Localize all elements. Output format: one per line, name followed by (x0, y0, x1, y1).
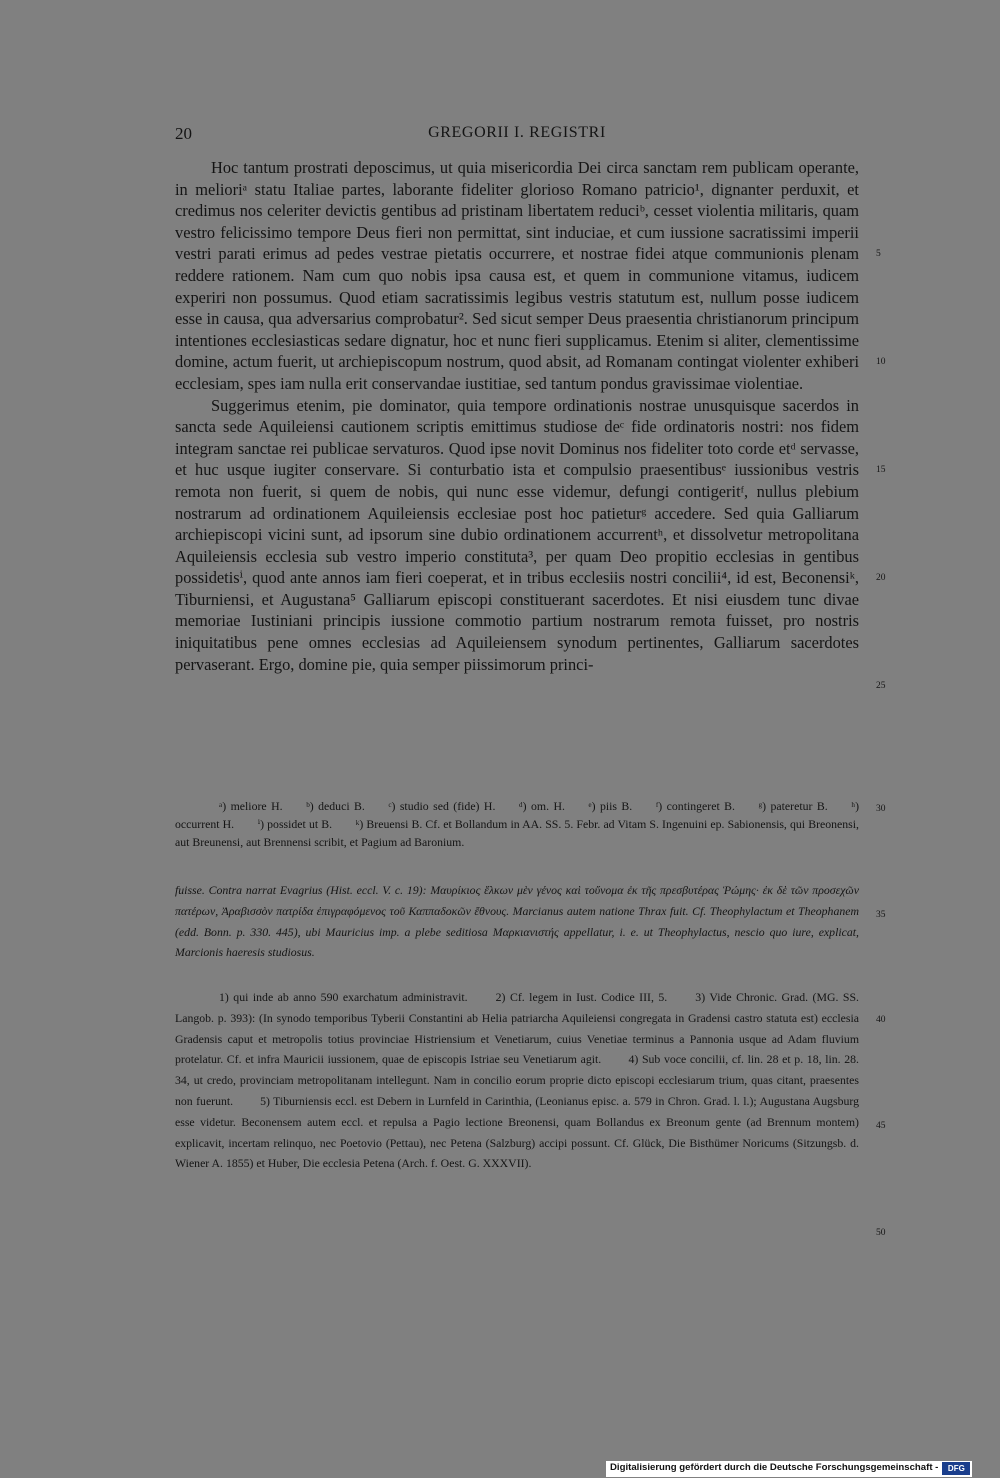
page-number: 20 (175, 124, 192, 143)
line-number-45: 45 (876, 1121, 886, 1131)
dfg-logo: DFG (942, 1462, 970, 1475)
line-number-15: 15 (876, 465, 886, 475)
line-number-20: 20 (876, 573, 886, 583)
commentary-text: fuisse. Contra narrat Evagrius (Hist. eccl. V. c. 19): Μαυρίκιος ἕλκων μὲν γένος καὶ τοὔνομα ἐκ τῆς πρεσβυτέρας Ῥώμης· ἐκ δὲ τῶν προσεχῶν πατέρων, Ἀραβισσὸν πατρίδα ἐπιγραφόμενος τοῦ Καππαδοκῶν ἔθνους. Marcianus autem natione Thrax fuit. Cf. Theophylactum et Theophanem (edd. Bonn. p. 330. 445), ubi Mauricius imp. a plebe seditiosa Μαρκιανιστής appellatur, i. e. ut Theophylactus, nescio quo iure, explicat, Marcionis haeresis studiosus. (175, 883, 859, 960)
main-paragraph-1: Hoc tantum prostrati deposcimus, ut quia misericordia Dei circa sanctam rem publicam operante, in melioriᵃ statu Italiae partes, laborante fideliter glorioso Romano patricio¹, dignanter perduxit, et credimus nos celeriter devictis gentibus ad pristinam libertatem reduciᵇ, cesset violentia militaris, quam vestro felicissimo tempore Deus fieri non permittat, sint induciae, et cum iussione sacratissimi imperii vestri parati erimus ad pedes vestrae pietatis occurrere, et nostrae fidei atque communionis plenam reddere rationem. Nam cum quo nobis ipsa causa est, et quem in communione vitamus, iudicem experiri non possumus. Quod etiam sacratissimis legibus vestris statutum est, nullum posse iudicem esse in causa, qua adversarius comprobatur². Sed sicut semper Deus praesentia christianorum principum intentiones ecclesiasticas sedare dignatur, hoc et nunc fieri supplicamus. Etenim si aliter, clementissime domine, actum fuerit, ut archiepiscopum nostrum, quod absit, ad Romanam contingat violenter exhiberi ecclesiam, spes iam nulla erit conservandae iustitiae, sed tantum pondus gravissimae violentiae. (175, 158, 859, 393)
commentary-continuation (175, 880, 859, 963)
running-title: GREGORII I. REGISTRI (428, 124, 606, 141)
line-number-5: 5 (876, 249, 881, 259)
main-text (175, 157, 859, 675)
credit-text: Digitalisierung gefördert durch die Deutsche Forschungsgemeinschaft - (610, 1462, 939, 1473)
notes-text: 1) qui inde ab anno 590 exarchatum administravit. 2) Cf. legem in Iust. Codice III, 5. 3) Vide Chronic. Grad. (MG. SS. Langob. p. 393): (In synodo temporibus Tyberii Constantini ab Helia patriarcha Aquileiensi congregata in Gradensi castro statuta est) ecclesia Gradensis caput et metropolis totius provinciae Histriensium et Venetiarum, cuius Venetiae terminus a Pannonia usque ad Adam fluvium protelatur. Cf. et infra Mauricii iussionem, quae de episcopis Istriae seu Venetiarum agit. 4) Sub voce concilii, cf. lin. 28 et p. 18, lin. 28. 34, ut credo, provinciam metropolitanam intellegunt. Nam in concilio eorum proprie dicto episcopi ecclesiarum trium, quas citant, praesentes non fuerunt. 5) Tiburniensis eccl. est Debern in Lurnfeld in Carinthia, (Leonianus episc. a. 579 in Chron. Grad. l. l.); Augustana Augsburg esse videtur. Beconensem autem eccl. et repulsa a Pagio lectione Breonensi, quam Bollandus ex Breonum gente (ad Brennum montem) explicavit, incertam relinquo, nec Poetovio (Pettau), nec Petena (Salzburg) accipi possunt. Cf. Glück, Die Bisthümer Noricums (Sitzungsb. d. Wiener A. 1855) et Huber, Die ecclesia Petena (Arch. f. Oest. G. XXXVII). (175, 990, 859, 1171)
historical-notes (175, 987, 859, 1174)
apparatus-text: ᵃ) meliore H. ᵇ) deduci B. ᶜ) studio sed (fide) H. ᵈ) om. H. ᵉ) piis B. ᶠ) contingeret B. ᵍ) pateretur B. ʰ) occurrent H. ⁱ) possidet ut B. ᵏ) Breuensi B. Cf. et Bollandum in AA. SS. 5. Febr. ad Vitam S. Ingenuini ep. Sabionensis, qui Breonensi, aut Breunensi, aut Brennensi scribit, et Pagium ad Baronium. (175, 799, 859, 849)
line-number-10: 10 (876, 357, 886, 367)
critical-apparatus (175, 797, 859, 851)
digitization-credit (606, 1461, 972, 1477)
line-number-25: 25 (876, 681, 886, 691)
line-number-40: 40 (876, 1015, 886, 1025)
line-number-35: 35 (876, 910, 886, 920)
line-number-50: 50 (876, 1228, 886, 1238)
line-number-30: 30 (876, 804, 886, 814)
main-paragraph-2: Suggerimus etenim, pie dominator, quia tempore ordinationis nostrae unusquisque sacerdos in sancta sede Aquileiensi cautionem scriptis emittimus studiose deᶜ fide ordinatoris nostri: nos fidem integram sanctae rei publicae servaturos. Quod ipse novit Dominus nos fideliter toto corde etᵈ servasse, et huc usque iugiter conservare. Si conturbatio ista et compulsio praesentibusᵉ iussionibus vestris remota non fuerit, si quem de nobis, qui nunc esse videmur, defungi contigeritᶠ, nullus plebium nostrarum ad ordinationem Aquileiensis ecclesiae post hoc patieturᵍ accedere. Sed quia Galliarum archiepiscopi vicini sunt, ad ipsorum sine dubio ordinationem accurrentʰ, et dissolvetur metropolitana Aquileiensis ecclesia sub vestro imperio constituta³, per quam Deo propitio ecclesias in gentibus possidetisⁱ, quod ante annos iam fieri coeperat, et in tribus ecclesiis nostri concilii⁴, id est, Beconensiᵏ, Tiburniensi, et Augustana⁵ Galliarum episcopi constituerant sacerdotes. Et nisi eiusdem tunc divae memoriae Iustiniani principis iussione commotio partium nostrarum remota fuisset, pro nostris iniquitatibus pene omnes ecclesias ad Aquileiensem synodum pertinentes, Galliarum sacerdotes pervaserant. Ergo, domine pie, quia semper piissimorum princi- (175, 395, 859, 674)
page-header (175, 124, 859, 148)
